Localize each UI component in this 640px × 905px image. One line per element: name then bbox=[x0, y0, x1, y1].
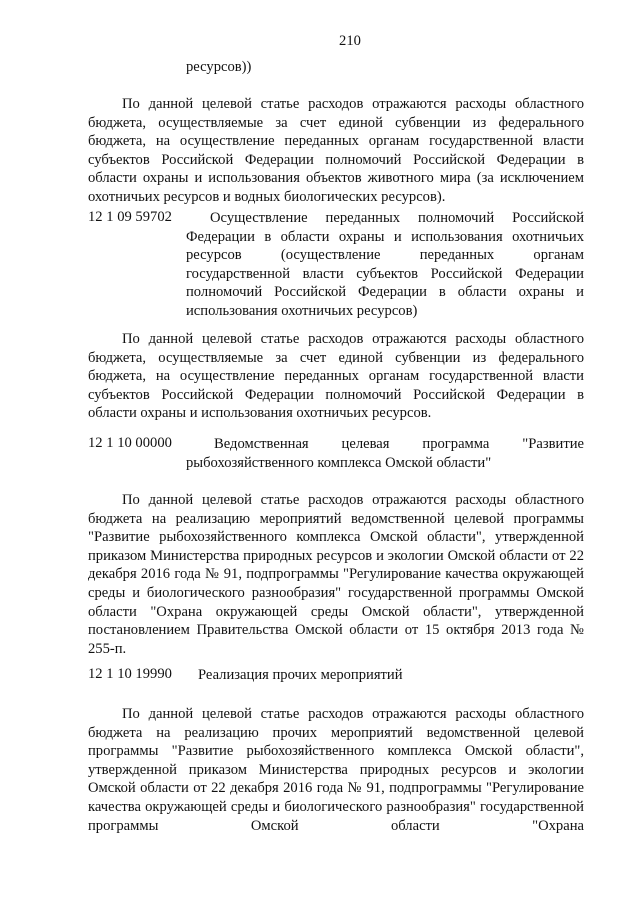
paragraph-hunting-wildlife: По данной целевой статье расходов отражаются расходы областного бюджета, осуществляемые за счет единой субвенции из федерального бюджета, на осуществление переданных органам государственной власти субъектов Российской Федерации полномочий Российской Федерации в области охраны и использования объектов животного мира (за исключением охотничьих ресурсов и водных биологических ресурсов). bbox=[88, 96, 584, 205]
entry-title-12-1-10-00000: Ведомственная целевая программа "Развитие рыбохозяйственного комплекса Омской области" bbox=[186, 436, 584, 471]
page-number: 210 bbox=[339, 33, 361, 49]
paragraph-fishery-program: По данной целевой статье расходов отражаются расходы областного бюджета на реализацию мероприятий ведомственной целевой программы "Развитие рыбохозяйственного комплекса Омской области", утвержденной приказом Министерства природных ресурсов и экологии Омской области от 22 декабря 2016 года № 91, подпрограммы "Регулирование качества окружающей среды и биологического разнообразия" государственной программы Омской области "Охрана окружающей среды Омской области", утвержденной постановлением Правительства Омской области от 15 октября 2013 года № 255-п. bbox=[88, 492, 584, 657]
entry-code-12-1-10-00000: 12 1 10 00000 bbox=[88, 435, 172, 451]
entry-title-12-1-10-19990: Реализация прочих мероприятий bbox=[198, 667, 403, 683]
entry-code-12-1-09-59702: 12 1 09 59702 bbox=[88, 209, 172, 225]
paragraph-other-activities: По данной целевой статье расходов отражаются расходы областного бюджета на реализацию прочих мероприятий ведомственной целевой программы "Развитие рыбохозяйственного комплекса Омской области", утвержденной приказом Министерства природных ресурсов и экологии Омской области от 22 декабря 2016 года № 91, подпрограммы "Регулирование качества окружающей среды и биологического разнообразия" государственной программы Омской области "Охрана bbox=[88, 706, 584, 834]
entry-title-12-1-09-59702: Осуществление переданных полномочий Российской Федерации в области охраны и использования охотничьих ресурсов (осуществление переданных органам государственной власти субъектов Российской Федерации полномочий Российской Федерации в области охраны и использования охотничьих ресурсов) bbox=[186, 210, 584, 319]
entry-code-12-1-10-19990: 12 1 10 19990 bbox=[88, 666, 172, 682]
paragraph-hunting-resources: По данной целевой статье расходов отражаются расходы областного бюджета, осуществляемые за счет единой субвенции из федерального бюджета, на осуществление переданных органам государственной власти субъектов Российской Федерации полномочий Российской Федерации в области охраны и использования охотничьих ресурсов. bbox=[88, 331, 584, 422]
continuation-text: ресурсов)) bbox=[186, 59, 252, 75]
